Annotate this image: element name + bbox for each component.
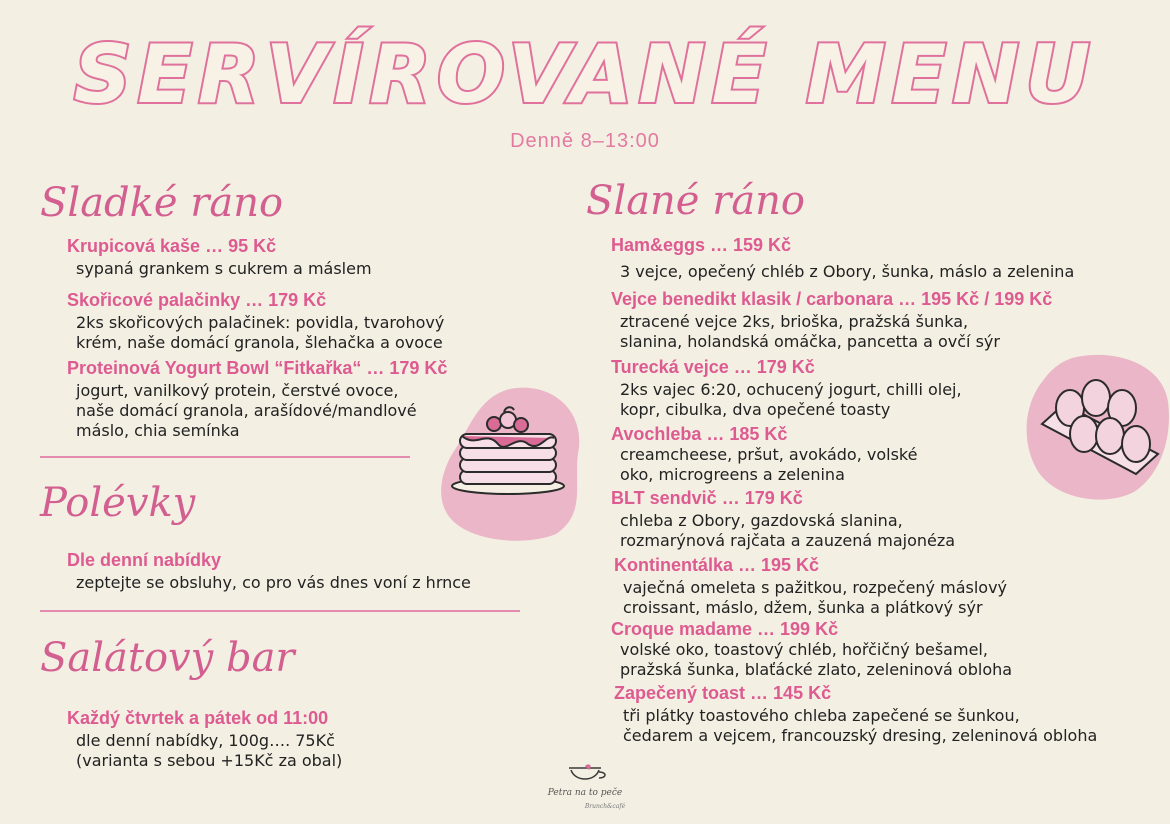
brand-logo <box>535 762 635 820</box>
menu-item <box>614 555 1007 618</box>
item-title: Každý čtvrtek a pátek od 11:00 <box>67 708 329 728</box>
menu-item <box>67 550 471 593</box>
item-description <box>620 262 1074 282</box>
item-line: creamcheese, pršut, avokádo, volské <box>620 445 918 464</box>
item-description <box>76 731 342 771</box>
item-line: tři plátky toastového chleba zapečené se šunkou, <box>623 706 1020 725</box>
item-line: dle denní nabídky, 100g…. 75Kč <box>76 731 335 750</box>
menu-item <box>67 708 342 771</box>
pancakes-icon <box>446 404 570 496</box>
item-line: 2ks skořicových palačinek: povidla, tvarohový <box>76 313 445 332</box>
item-title: Skořicové palačinky … 179 Kč <box>67 290 327 310</box>
menu-item <box>611 357 962 420</box>
item-description <box>623 578 1007 618</box>
menu-item <box>611 488 955 551</box>
item-line: máslo, chia semínka <box>76 421 240 440</box>
item-line: slanina, holandská omáčka, pancetta a ovčí sýr <box>620 332 1000 351</box>
item-description <box>620 445 917 485</box>
logo-name: Petra na to peče <box>547 788 623 798</box>
item-line: ztracené vejce 2ks, brioška, pražská šunka, <box>620 312 969 331</box>
section-divider <box>40 456 410 458</box>
section-heading-sweet: Sladké ráno <box>40 180 284 226</box>
item-line: pražská šunka, blaťácké zlato, zeleninová obloha <box>620 660 1013 679</box>
section-heading-salad: Salátový bar <box>40 635 295 681</box>
item-description <box>76 381 447 441</box>
item-title: Vejce benedikt klasik / carbonara … 195 Kč / 199 Kč <box>611 289 1053 309</box>
item-line: rozmarýnová rajčata a zauzená majonéza <box>620 531 956 550</box>
item-line: 2ks vajec 6:20, ochucený jogurt, chilli olej, <box>620 380 962 399</box>
item-line: 3 vejce, opečený chléb z Obory, šunka, máslo a zelenina <box>620 262 1075 281</box>
opening-hours: Denně 8–13:00 <box>510 130 660 152</box>
item-line: oko, microgreens a zelenina <box>620 465 845 484</box>
menu-item <box>67 290 444 353</box>
item-title: Ham&eggs … 159 Kč <box>611 235 792 255</box>
item-title: Croque madame … 199 Kč <box>611 619 839 639</box>
item-description <box>623 706 1097 746</box>
item-title: Krupicová kaše … 95 Kč <box>67 236 277 256</box>
item-description <box>76 573 471 593</box>
item-description <box>620 380 962 420</box>
item-title: Dle denní nabídky <box>67 550 222 570</box>
item-line: naše domácí granola, arašídové/mandlové <box>76 401 417 420</box>
menu-item <box>614 683 1097 746</box>
menu-item <box>611 424 917 485</box>
item-line: sypaná grankem s cukrem a máslem <box>76 259 372 278</box>
teacup-logo-icon <box>565 764 609 788</box>
page-title: SERVÍROVANÉ MENU <box>73 28 1097 121</box>
item-line: jogurt, vanilkový protein, čerstvé ovoce, <box>76 381 399 400</box>
section-divider <box>40 610 520 612</box>
item-line: kopr, cibulka, dva opečené toasty <box>620 400 891 419</box>
section-heading-savory: Slané ráno <box>586 178 806 224</box>
menu-item <box>67 236 372 279</box>
egg-carton-icon <box>1036 374 1162 484</box>
section-heading-soups: Polévky <box>40 480 196 526</box>
item-description <box>76 259 372 279</box>
item-title: Zapečený toast … 145 Kč <box>614 683 832 703</box>
menu-item <box>67 358 447 441</box>
logo-subtitle: Brunch&café <box>584 803 626 810</box>
item-title: Avochleba … 185 Kč <box>611 424 788 444</box>
item-description <box>620 511 955 551</box>
menu-item <box>611 289 1052 352</box>
item-line: volské oko, toastový chléb, hořčičný bešamel, <box>620 640 988 659</box>
item-title: Proteinová Yogurt Bowl “Fitkařka“ … 179 Kč <box>67 358 448 378</box>
item-description <box>76 313 444 353</box>
item-title: Turecká vejce … 179 Kč <box>611 357 815 377</box>
item-line: vaječná omeleta s pažitkou, rozpečený máslový <box>623 578 1008 597</box>
item-title: BLT sendvič … 179 Kč <box>611 488 803 508</box>
item-line: (varianta s sebou +15Kč za obal) <box>76 751 343 770</box>
item-line: chleba z Obory, gazdovská slanina, <box>620 511 903 530</box>
item-description <box>620 640 1012 680</box>
item-description <box>620 312 1052 352</box>
item-line: zeptejte se obsluhy, co pro vás dnes voní z hrnce <box>76 573 471 592</box>
item-title: Kontinentálka … 195 Kč <box>614 555 820 575</box>
item-line: čedarem a vejcem, francouzský dresing, zeleninová obloha <box>623 726 1098 745</box>
item-line: croissant, máslo, džem, šunka a plátkový sýr <box>623 598 983 617</box>
menu-item <box>611 235 1074 282</box>
menu-item <box>611 619 1012 680</box>
item-line: krém, naše domácí granola, šlehačka a ovoce <box>76 333 443 352</box>
